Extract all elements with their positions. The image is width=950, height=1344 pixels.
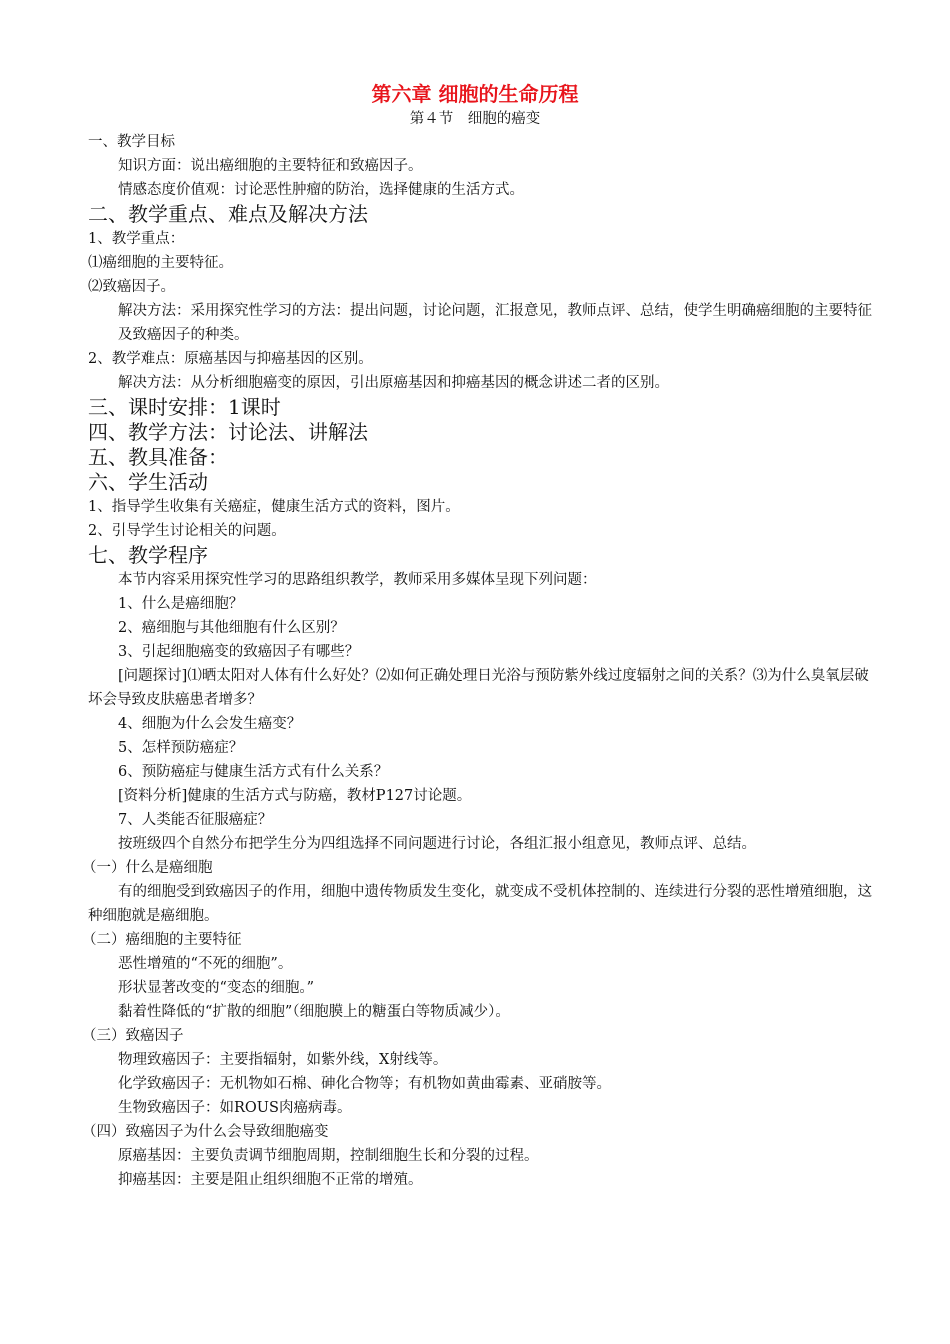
paragraph: ⑵致癌因子。 — [88, 279, 175, 295]
question-item: 6、预防癌症与健康生活方式有什么关系？ — [118, 764, 389, 780]
section-subtitle: 第４节 细胞的癌变 — [409, 111, 541, 127]
paragraph: 1、指导学生收集有关癌症，健康生活方式的资料，图片。 — [88, 499, 460, 515]
paragraph: 有的细胞受到致癌因子的作用，细胞中遗传物质发生变化，就变成不受机体控制的、连续进行分裂的恶性增殖细胞，这种细胞就是癌细胞。 — [88, 884, 872, 924]
heading-key-points: 二、教学重点、难点及解决方法 — [88, 202, 368, 226]
heading-schedule: 三、课时安排：1课时 — [88, 395, 281, 419]
paragraph: 化学致癌因子：无机物如石棉、砷化合物等；有机物如黄曲霉素、亚硝胺等。 — [118, 1076, 611, 1092]
question-discussion: [问题探讨]⑴晒太阳对人体有什么好处？⑵如何正确处理日光浴与预防紫外线过度辐射之间的关系？⑶为什么臭氧层破坏会导致皮肤癌患者增多？ — [88, 668, 869, 708]
paragraph: 物理致癌因子：主要指辐射，如紫外线，X射线等。 — [118, 1052, 448, 1068]
subheading-carcinogens: （三）致癌因子 — [82, 1028, 184, 1044]
subheading-what-is-cancer-cell: （一）什么是癌细胞 — [82, 860, 213, 876]
data-analysis: [资料分析]健康的生活方式与防癌，教材P127讨论题。 — [118, 788, 472, 804]
heading-methods: 四、教学方法：讨论法、讲解法 — [88, 420, 368, 444]
paragraph: 2、引导学生讨论相关的问题。 — [88, 523, 286, 539]
question-item: 3、引起细胞癌变的致癌因子有哪些？ — [118, 644, 360, 660]
subheading-why-cancer: （四）致癌因子为什么会导致细胞癌变 — [82, 1124, 329, 1140]
paragraph: 1、教学重点： — [88, 231, 185, 247]
chapter-title: 第六章 细胞的生命历程 — [371, 82, 579, 106]
paragraph: 形状显著改变的“变态的细胞。” — [118, 980, 315, 996]
paragraph: 解决方法：采用探究性学习的方法：提出问题，讨论问题，汇报意见，教师点评、总结，使学生明确癌细胞的主要特征及致癌因子的种类。 — [118, 303, 872, 343]
paragraph: 抑癌基因：主要是阻止组织细胞不正常的增殖。 — [118, 1172, 423, 1188]
question-item: 1、什么是癌细胞？ — [118, 596, 244, 612]
subheading-features: （二）癌细胞的主要特征 — [82, 932, 242, 948]
paragraph: 情感态度价值观：讨论恶性肿瘤的防治，选择健康的生活方式。 — [118, 182, 524, 198]
paragraph: 黏着性降低的“扩散的细胞”（细胞膜上的糖蛋白等物质减少）。 — [118, 1004, 510, 1020]
question-item: 7、人类能否征服癌症？ — [118, 812, 273, 828]
heading-teaching-goals: 一、教学目标 — [88, 134, 175, 150]
question-item: 2、癌细胞与其他细胞有什么区别？ — [118, 620, 345, 636]
paragraph: 解决方法：从分析细胞癌变的原因，引出原癌基因和抑癌基因的概念讲述二者的区别。 — [118, 375, 669, 391]
heading-procedure: 七、教学程序 — [88, 543, 208, 567]
paragraph: 2、教学难点：原癌基因与抑癌基因的区别。 — [88, 351, 373, 367]
paragraph: 原癌基因：主要负责调节细胞周期，控制细胞生长和分裂的过程。 — [118, 1148, 539, 1164]
paragraph: ⑴癌细胞的主要特征。 — [88, 255, 233, 271]
paragraph: 恶性增殖的“不死的细胞”。 — [118, 956, 293, 972]
question-item: 4、细胞为什么会发生癌变？ — [118, 716, 302, 732]
heading-materials: 五、教具准备： — [88, 445, 228, 469]
heading-student-activities: 六、学生活动 — [88, 470, 208, 494]
question-item: 5、怎样预防癌症？ — [118, 740, 244, 756]
document-body — [82, 130, 878, 1192]
paragraph: 生物致癌因子：如ROUS肉癌病毒。 — [118, 1100, 352, 1116]
paragraph: 知识方面：说出癌细胞的主要特征和致癌因子。 — [118, 158, 423, 174]
paragraph: 本节内容采用探究性学习的思路组织教学，教师采用多媒体呈现下列问题： — [118, 572, 597, 588]
paragraph: 按班级四个自然分布把学生分为四组选择不同问题进行讨论，各组汇报小组意见，教师点评、总结。 — [118, 836, 756, 852]
